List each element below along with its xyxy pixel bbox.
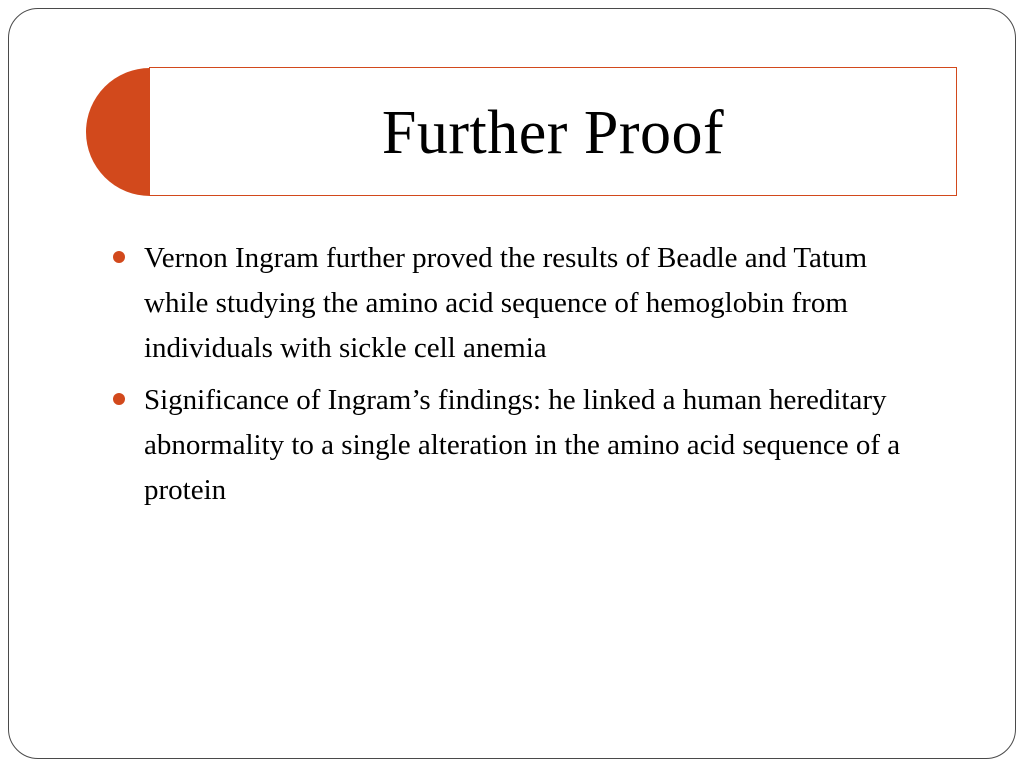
bullet-item xyxy=(113,236,913,371)
title-box xyxy=(149,67,957,196)
bullet-item xyxy=(113,378,913,513)
bullet-text: Significance of Ingram’s findings: he linked a human hereditary abnormality to a single alteration in the amino acid sequence of a protein xyxy=(144,384,901,506)
bullet-dot-icon xyxy=(113,393,125,405)
slide-title: Further Proof xyxy=(381,98,725,167)
bullet-list xyxy=(113,236,913,520)
bullet-dot-icon xyxy=(113,251,125,263)
bullet-text: Vernon Ingram further proved the results of Beadle and Tatum while studying the amino acid sequence of hemoglobin from individuals with sickle cell anemia xyxy=(144,242,868,364)
